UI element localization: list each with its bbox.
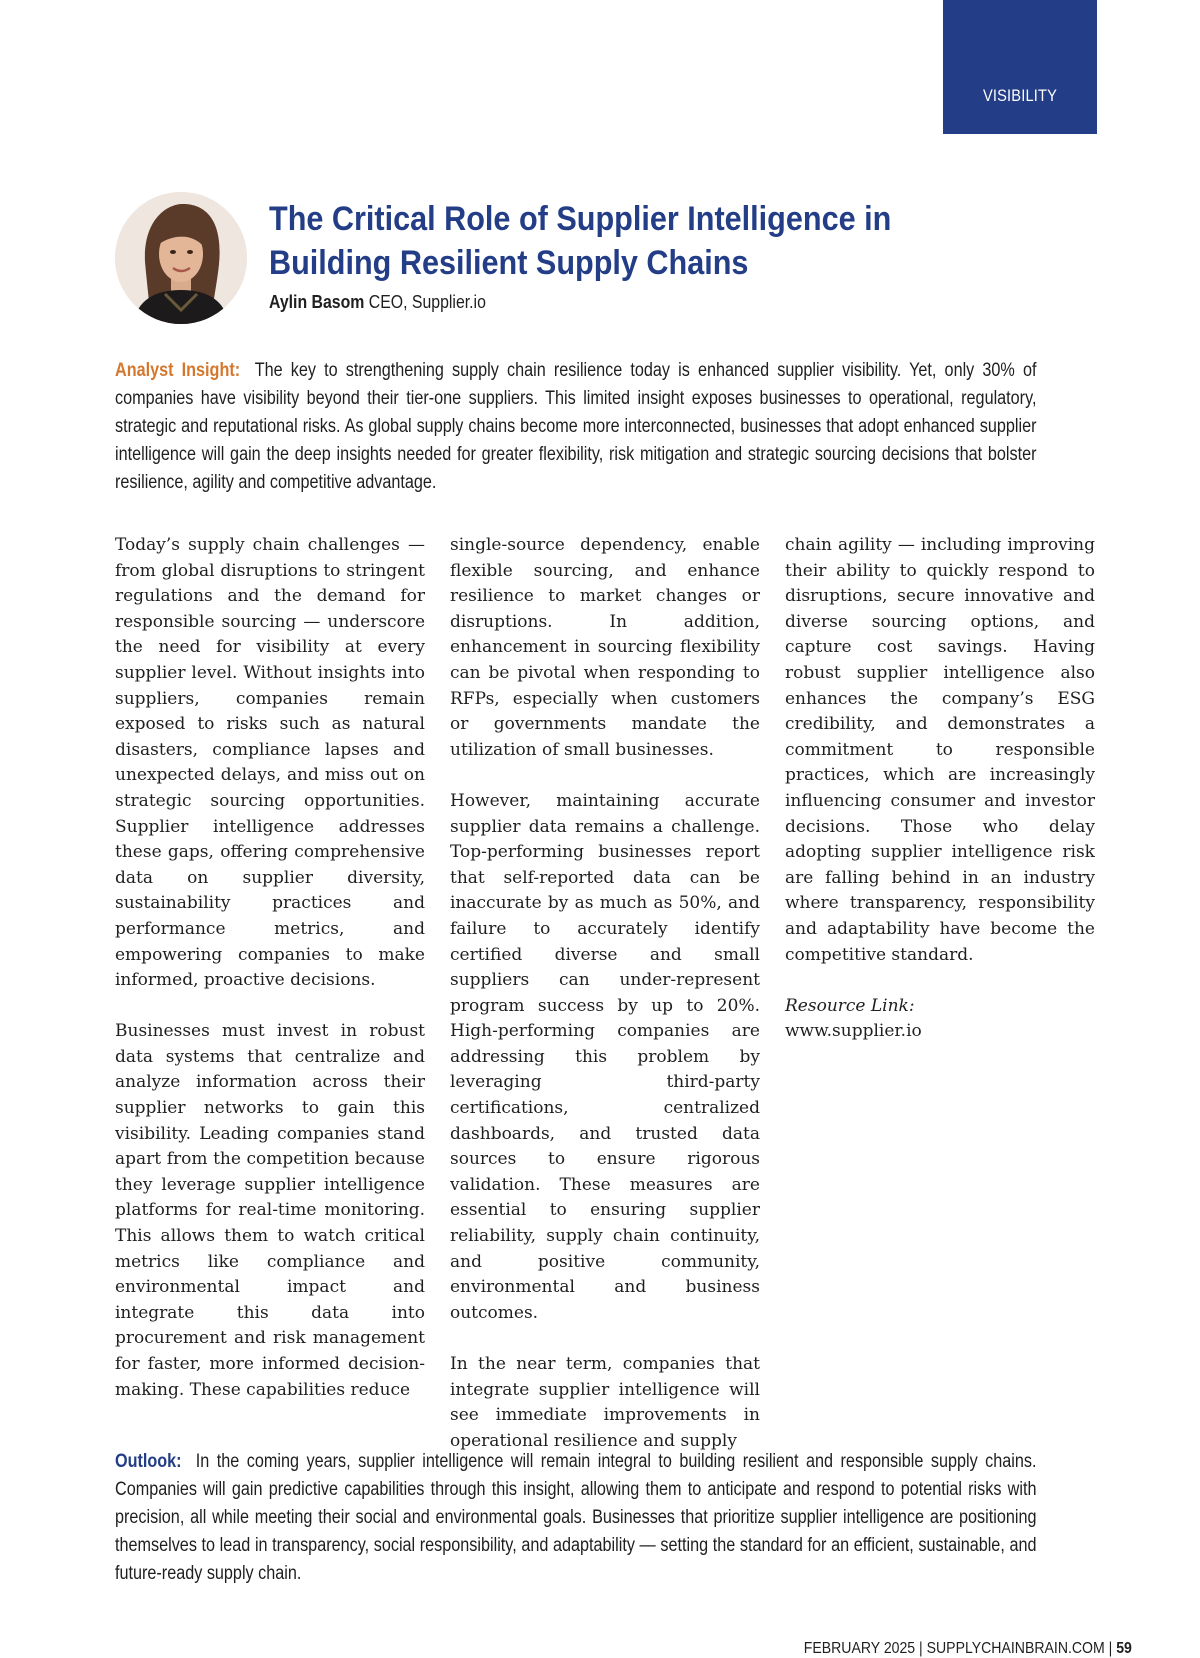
author-portrait-icon	[115, 192, 247, 324]
author-name: Aylin Basom	[269, 292, 365, 312]
analyst-insight-text: The key to strengthening supply chain resilience today is enhanced supplier visibility. Yet, only 30% of companies have visibility beyond their tier-one suppliers. This limited insight exposes businesses to operational, regulatory, strategic and reputational risks. As global supply chains become more interconnected, businesses that adopt enhanced supplier intelligence will gain the deep insights needed for greater flexibility, risk mitigation and strategic sourcing decisions that bolster resilience, agility and competitive advantage.	[115, 360, 1037, 493]
body-paragraph: In the near term, companies that integrate supplier intelligence will see immediate improvements in operational resilience and supply	[450, 1354, 760, 1451]
outlook-label: Outlook:	[115, 1451, 182, 1472]
body-paragraph: chain agility — including improving their ability to quickly respond to disruptions, secure innovative and diverse sourcing options, and capture cost savings. Having robust supplier intelligence also enhances the company’s ESG credibility, and demonstrates a commitment to responsible practices, which are increasingly influencing consumer and investor decisions. Those who delay adopting supplier intelligence risk are falling behind in an industry where transparency, responsibility and adaptability have become the competitive standard.	[785, 535, 1095, 965]
footer-issue: FEBRUARY 2025 | SUPPLYCHAINBRAIN.COM |	[803, 1640, 1113, 1657]
byline	[269, 292, 486, 313]
resource-link-label: Resource Link:	[785, 995, 915, 1016]
author-role: CEO, Supplier.io	[368, 292, 486, 312]
article-column-1	[115, 533, 425, 1429]
page-footer	[804, 1640, 1132, 1658]
author-photo	[115, 192, 247, 324]
resource-block	[785, 994, 1095, 1045]
article-column-3	[785, 533, 1095, 1045]
body-paragraph: Businesses must invest in robust data systems that centralize and analyze information across their supplier networks to gain this visibility. Leading companies stand apart from the competition because they leverage supplier intelligence platforms for real-time monitoring. This allows them to watch critical metrics like compliance and environmental impact and integrate this data into procurement and risk management for faster, more informed decision-making. These capabilities reduce	[115, 1021, 425, 1400]
outlook	[115, 1448, 1036, 1588]
resource-link[interactable]: www.supplier.io	[785, 1021, 922, 1042]
article-title: The Critical Role of Supplier Intelligence in Building Resilient Supply Chains	[269, 200, 892, 282]
section-tab	[943, 0, 1097, 134]
body-paragraph: single-source dependency, enable flexible sourcing, and enhance resilience to market changes or disruptions. In addition, enhancement in sourcing flexibility can be pivotal when responding to RFPs, especially when customers or governments mandate the utilization of small businesses.	[450, 535, 760, 760]
section-tab-label: VISIBILITY	[982, 86, 1058, 105]
body-paragraph: However, maintaining accurate supplier data remains a challenge. Top-performing businesses report that self-reported data can be inaccurate by as much as 50%, and failure to accurately identify certified diverse and small suppliers can under-represent program success by up to 20%. High-performing companies are addressing this problem by leveraging third-party certifications, centralized dashboards, and trusted data sources to ensure rigorous validation. These measures are essential to ensuring supplier reliability, supply chain continuity, and positive community, environmental and business outcomes.	[450, 790, 760, 1323]
analyst-insight	[115, 357, 1036, 497]
article-column-2	[450, 533, 760, 1480]
body-paragraph: Today’s supply chain challenges — from global disruptions to stringent regulations and the demand for responsible sourcing — underscore the need for visibility at every supplier level. Without insights into suppliers, companies remain exposed to risks such as natural disasters, compliance lapses and unexpected delays, and miss out on strategic sourcing opportunities. Supplier intelligence addresses these gaps, offering comprehensive data on supplier diversity, sustainability practices and performance metrics, and empowering companies to make informed, proactive decisions.	[115, 535, 425, 991]
analyst-insight-label: Analyst Insight:	[115, 360, 241, 381]
outlook-text: In the coming years, supplier intelligence will remain integral to building resilient and responsible supply chains. Companies will gain predictive capabilities through this insight, allowing them to anticipate and respond to potential risks with precision, all while meeting their social and environmental goals. Businesses that prioritize supplier intelligence are positioning themselves to lead in transparency, social responsibility, and adaptability — setting the standard for an efficient, sustainable, and future-ready supply chain.	[115, 1451, 1037, 1584]
page-number: 59	[1116, 1640, 1132, 1657]
